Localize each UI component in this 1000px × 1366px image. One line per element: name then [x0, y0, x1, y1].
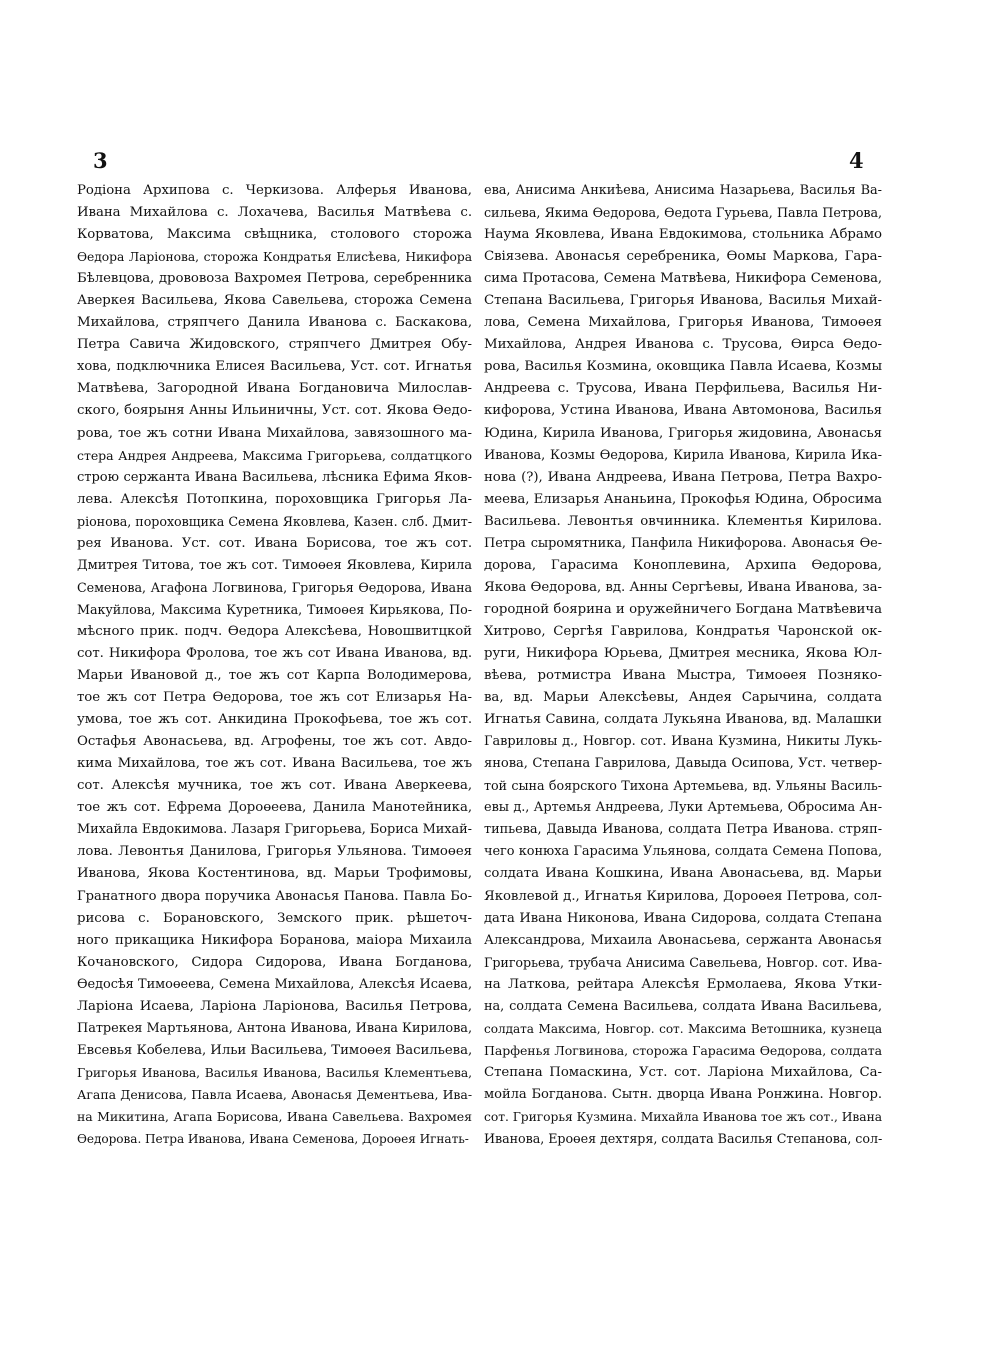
- text-line: Дмитрея Титова, тое жъ сот. Тимоөея Яковлева, Кирила: [77, 557, 472, 573]
- text-line: Иванова, Козмы Өедорова, Кирила Иванова, Кирила Ика-: [484, 447, 882, 463]
- text-line: Макуйлова, Максима Куретника, Тимоөея Кирьякова, По-: [77, 601, 472, 617]
- text-line: Аверкея Васильева, Якова Савельева, сторожа Семена: [77, 293, 472, 309]
- text-line: дорова, Гарасима Коноплевина, Архипа Өедорова,: [484, 557, 882, 573]
- text-line: Патрекея Мартьянова, Антона Иванова, Ивана Кирилова,: [77, 1020, 472, 1036]
- text-line: рова, Василья Козмина, оковщика Павла Исаева, Козмы: [484, 359, 882, 375]
- text-line: янова, Степана Гаврилова, Давыда Осипова, Уст. четвер-: [484, 756, 882, 772]
- text-line: Якова Өедорова, вд. Анны Сергѣевы, Ивана Иванова, за-: [484, 579, 882, 595]
- text-line: Өедорова. Петра Иванова, Ивана Семенова, Дороөея Игнать-: [77, 1132, 469, 1147]
- text-line: кима Михайлова, тое жъ сот. Ивана Васильева, тое жъ: [77, 756, 472, 772]
- text-line: лова, Семена Михайлова, Григорья Иванова, Тимоөея: [484, 315, 882, 331]
- text-line: лова. Левонтья Данилова, Григорья Ульянова. Тимоөея: [77, 844, 472, 860]
- text-line: меева, Елизарья Ананьина, Прокофья Юдина, Обросима: [484, 491, 882, 507]
- text-line: городной боярина и оружейничего Богдана Матвѣевича: [484, 601, 882, 617]
- text-line: Евсевья Кобелева, Ильи Васильева, Тимоөея Васильева,: [77, 1042, 472, 1058]
- text-line: Өедосѣя Тимоөеева, Семена Михайлова, Алексѣя Исаева,: [77, 976, 472, 992]
- text-line: ва, вд. Марьи Алексѣевы, Андея Сарычина, солдата: [484, 690, 882, 706]
- text-line: Гавриловы д., Новгор. сот. Ивана Кузмина, Никиты Лукь-: [484, 734, 882, 750]
- text-line: стера Андрея Андреева, Максима Григорьева, солдатцкого: [77, 447, 472, 463]
- text-line: Яковлевой д., Игнатья Кирилова, Дороөея Петрова, сол-: [484, 888, 882, 904]
- text-line: Григорья Иванова, Василья Иванова, Василья Клементьева,: [77, 1065, 472, 1080]
- text-line: Корватова, Максима свѣщника, столового сторожа: [77, 227, 472, 243]
- text-line: Иванова, Якова Костентинова, вд. Марьи Трофимовы,: [77, 866, 472, 882]
- text-line: умова, тое жъ сот. Анкидина Прокофьева, тое жъ сот.: [77, 712, 472, 728]
- text-line: Андреева с. Трусова, Ивана Перфильева, Василья Ни-: [484, 381, 882, 397]
- text-line: Агапа Денисова, Павла Исаева, Авонасья Дементьева, Ива-: [77, 1086, 472, 1102]
- text-line: Хитрово, Сергѣя Гаврилова, Кондратья Чаронской ок-: [484, 623, 882, 639]
- text-line: Парфенья Логвинова, сторожа Гарасима Өедорова, солдата: [484, 1042, 882, 1058]
- text-line: Семенова, Агафона Логвинова, Григорья Өедорова, Ивана: [77, 579, 472, 595]
- text-line: сот. Никифора Фролова, тое жъ сот Ивана Иванова, вд.: [77, 645, 472, 661]
- text-line: сима Протасова, Семена Матвѣева, Никифора Семенова,: [484, 271, 882, 287]
- text-line: Бѣлевцова, дрововоза Вахромея Петрова, серебренника: [77, 271, 472, 287]
- text-line: Наума Яковлева, Ивана Евдокимова, стольника Абрамо: [484, 227, 882, 243]
- text-line: Ивана Михайлова с. Лохачева, Василья Матвѣева с.: [77, 205, 472, 221]
- text-line: тое жъ сот Петра Өедорова, тое жъ сот Елизарья На-: [77, 690, 472, 706]
- text-line: чего конюха Гарасима Ульянова, солдата Семена Попова,: [484, 844, 882, 860]
- text-line: ного прикащика Никифора Боранова, маiора Михаила: [77, 932, 472, 948]
- text-line: на Латкова, рейтара Алексѣя Ермолаева, Якова Утки-: [484, 976, 882, 992]
- text-line: Родiона Архипова с. Черкизова. Алферья Иванова,: [77, 183, 472, 198]
- text-line: солдата Максима, Новгор. сот. Максима Ветошника, кузнеца: [484, 1021, 882, 1036]
- text-line: Иванова, Ероөея дехтяря, солдата Василья Степанова, сол-: [484, 1131, 882, 1147]
- text-line: Матвѣева, Загородной Ивана Богдановича Милослав-: [77, 381, 472, 397]
- text-line: Степана Васильева, Григорья Иванова, Василья Михай-: [484, 293, 882, 309]
- text-line: лева. Алексѣя Потопкина, пороховщика Григорья Ла-: [77, 491, 472, 507]
- text-line: Петра сыромятника, Панфила Никифорова. Авонасья Өе-: [484, 535, 882, 551]
- text-line: мойла Богданова. Сытн. дворца Ивана Ронжина. Новгор.: [484, 1086, 882, 1102]
- text-line: дата Ивана Никонова, Ивана Сидорова, солдата Степана: [484, 910, 882, 926]
- text-line: Михайлова, стряпчего Данила Иванова с. Баскакова,: [77, 315, 472, 331]
- text-line: Михайла Евдокимова. Лазаря Григорьева, Бориса Михай-: [77, 822, 472, 838]
- text-line: кифорова, Устина Иванова, Ивана Автомонова, Василья: [484, 403, 882, 419]
- text-line: Юдина, Кирила Иванова, Григорья жидовина, Авонасья: [484, 425, 882, 441]
- text-line: строю сержанта Ивана Васильева, лѣсника Ефима Яков-: [77, 469, 472, 485]
- text-line: рисова с. Борановского, Земского прик. рѣшеточ-: [77, 910, 472, 926]
- text-line: хова, подключника Елисея Васильева, Уст. сот. Игнатья: [77, 359, 472, 375]
- text-line: на Микитина, Агапа Борисова, Ивана Савельева. Вахромея: [77, 1108, 472, 1124]
- text-line: сот. Григорья Кузмина. Михайла Иванова тое жъ сот., Ивана: [484, 1109, 882, 1124]
- text-line: вѣева, ротмистра Ивана Мыстра, Тимоөея Позняко-: [484, 668, 882, 684]
- text-line: рова, тое жъ сотни Ивана Михайлова, завязошного ма-: [77, 425, 472, 441]
- text-line: Игнатья Савина, солдата Лукьяна Иванова, вд. Малашки: [484, 712, 882, 728]
- text-line: Марьи Ивановой д., тое жъ сот Карпа Володимерова,: [77, 668, 472, 684]
- text-line: рея Иванова. Уст. сот. Ивана Борисова, тое жъ сот.: [77, 535, 472, 551]
- text-line: Свiязева. Авонасья серебреника, Өомы Маркова, Гара-: [484, 249, 882, 265]
- text-line: Петра Савича Жидовского, стряпчего Дмитрея Обу-: [77, 337, 472, 353]
- text-line: Михайлова, Андрея Иванова с. Трусова, Өирса Өедо-: [484, 337, 882, 353]
- text-line: типьева, Давыда Иванова, солдата Петра Иванова. стряп-: [484, 822, 882, 838]
- text-line: Степана Помаскина, Уст. сот. Ларiона Михайлова, Са-: [484, 1064, 882, 1080]
- text-line: евы д., Артемья Андреева, Луки Артемьева, Обросима Ан-: [484, 800, 882, 816]
- text-line: Александрова, Михаила Авонасьева, сержанта Авонасья: [484, 932, 882, 948]
- text-line: Ларiона Исаева, Ларiона Ларiонова, Василья Петрова,: [77, 998, 472, 1014]
- text-line: рiонова, пороховщика Семена Яковлева, Казен. слб. Дмит-: [77, 513, 472, 529]
- right-text-column: [484, 180, 882, 1150]
- text-line: солдата Ивана Кошкина, Ивана Авонасьева, вд. Марьи: [484, 866, 882, 882]
- text-line: Григорьева, трубача Анисима Савельева, Новгор. сот. Ива-: [484, 954, 882, 970]
- page-number-left: 3: [93, 148, 108, 173]
- text-line: Васильева. Левонтья овчинника. Клементья Кирилова.: [484, 513, 882, 529]
- text-line: сот. Алексѣя мучника, тое жъ сот. Ивана Аверкеева,: [77, 778, 472, 794]
- text-line: той сына боярского Тихона Артемьева, вд. Ульяны Василь-: [484, 778, 882, 794]
- left-text-column: [77, 180, 472, 1150]
- text-line: Кочановского, Сидора Сидорова, Ивана Богданова,: [77, 954, 472, 970]
- text-line: Остафья Авонасьева, вд. Агрофены, тое жъ сот. Авдо-: [77, 734, 472, 750]
- text-line: руги, Никифора Юрьева, Дмитрея месника, Якова Юл-: [484, 645, 882, 661]
- text-line: мѣсного прик. подч. Өедора Алексѣева, Новошвитцкой: [77, 623, 472, 639]
- text-line: нова (?), Ивана Андреева, Ивана Петрова, Петра Вахро-: [484, 469, 882, 485]
- text-line: тое жъ сот. Ефрема Дороөеева, Данила Манотейника,: [77, 800, 472, 816]
- text-line: Гранатного двора поручика Авонасья Панова. Павла Бо-: [77, 888, 472, 904]
- text-line: ева, Анисима Анкиѣева, Анисима Назарьева, Василья Ва-: [484, 183, 882, 198]
- text-line: сильева, Якима Өедорова, Өедота Гурьева, Павла Петрова,: [484, 205, 882, 221]
- text-line: на, солдата Семена Васильева, солдата Ивана Васильева,: [484, 998, 882, 1014]
- text-line: Өедора Ларiонова, сторожа Кондратья Елисѣева, Никифора: [77, 250, 472, 265]
- text-line: ского, боярыня Анны Ильиничны, Уст. сот. Якова Өедо-: [77, 403, 472, 419]
- page-number-right: 4: [849, 148, 864, 173]
